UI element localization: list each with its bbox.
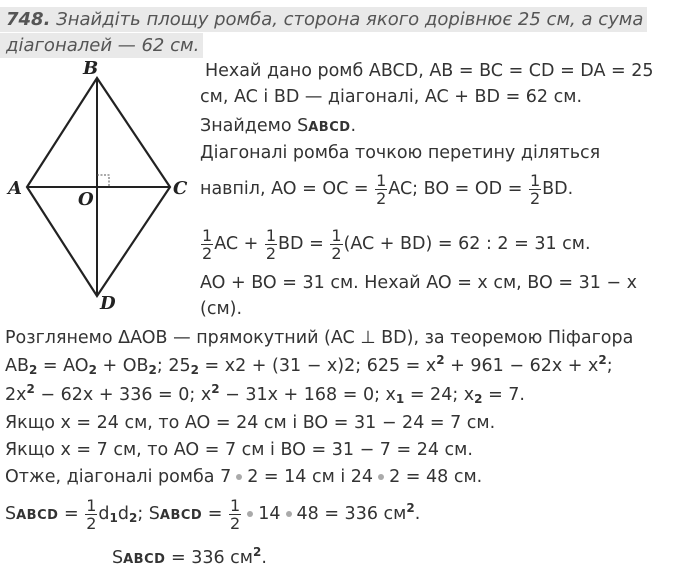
solution-line-2: см, AC і BD — діагоналі, AC + BD = 62 см.: [200, 87, 583, 107]
solution-line-16: SABCD = 336 $см^2$.: [112, 545, 267, 568]
vertex-label-d: D: [100, 293, 116, 314]
solution-line-6: [200, 226, 591, 262]
vertex-label-b: B: [83, 58, 99, 79]
problem-text-1: Знайдіть площу ромба, сторона якого дорівнює 25 см, а сума: [56, 9, 644, 30]
solution-line-14: Отже, діагоналі ромба 7 2 = 14 см і 24 2 = 48 см.: [5, 467, 483, 487]
sum-text: AC +: [214, 234, 264, 254]
solution-line-1: Нехай дано ромб ABCD, AB = BC = CD = DA = 25: [205, 61, 654, 81]
halves-text-2: AC; BO = OD =: [388, 179, 528, 199]
solution-line-9: Розглянемо ΔAOB — прямокутний (AC ⊥ BD), за теоремою Піфагора: [5, 328, 634, 348]
solution-line-11: $2x^2 - 62x + 336 = 0$; $x^2 - 31x + 168 = 0$; x1 = 24; x2 = 7.: [5, 382, 525, 406]
fraction-half: $\frac{1}{2}$: [331, 225, 342, 263]
halves-text-3: BD.: [542, 179, 574, 199]
multiply-dot: [378, 474, 384, 480]
sum-text-3: (AC + BD) = 62 : 2 = 31 см.: [343, 234, 591, 254]
vertex-label-c: C: [173, 178, 188, 199]
solution-line-10: AB2 = AO2 + OB2; 252 = x2 + (31 − x)2; $625 = x^2 + 961 - 62x + x^2$;: [5, 353, 613, 377]
problem-text-2: діагоналей — 62 см.: [6, 35, 200, 56]
right-angle-mark: [97, 175, 109, 187]
solution-line-12: Якщо x = 24 см, то AO = 24 см і BO = 31 − 24 = 7 см.: [5, 413, 496, 433]
multiply-dot: [247, 511, 253, 517]
solution-line-15: SABCD = $\frac{1}{2}$ d1d2; SABCD = $\frac{1}{2}$ 14 48 = 336 $см^2$.: [5, 495, 421, 533]
multiply-dot: [236, 474, 242, 480]
vertex-label-a: A: [8, 178, 22, 199]
solution-line-7: AO + BO = 31 см. Нехай AO = x см, BO = 31 − x: [200, 273, 637, 293]
area-subscript: ABCD: [308, 120, 351, 135]
fraction-half: $\frac{1}{2}$: [202, 225, 213, 263]
fraction-half: $\frac{1}{2}$: [265, 225, 277, 263]
sum-text-2: BD =: [278, 234, 330, 254]
find-text: Знайдемо S: [200, 116, 309, 136]
fraction-half: $\frac{1}{2}$: [86, 495, 97, 533]
multiply-dot: [286, 511, 292, 517]
fraction-half: $\frac{1}{2}$: [376, 170, 387, 208]
problem-number: 748.: [6, 9, 51, 30]
halves-text: навпіл, AO = OC =: [200, 179, 375, 199]
period: .: [350, 116, 357, 136]
solution-line-3: [200, 115, 356, 139]
vertex-label-o: O: [78, 189, 94, 210]
solution-line-13: Якщо x = 7 см, то AO = 7 см і BO = 31 − 7 = 24 см.: [5, 440, 473, 460]
fraction-half: $\frac{1}{2}$: [529, 170, 541, 208]
solution-line-8: (см).: [200, 299, 243, 319]
solution-line-5: [200, 171, 573, 207]
rhombus-figure: [0, 0, 200, 320]
fraction-half: $\frac{1}{2}$: [230, 495, 241, 533]
solution-line-4: Діагоналі ромба точкою перетину діляться: [200, 143, 601, 163]
